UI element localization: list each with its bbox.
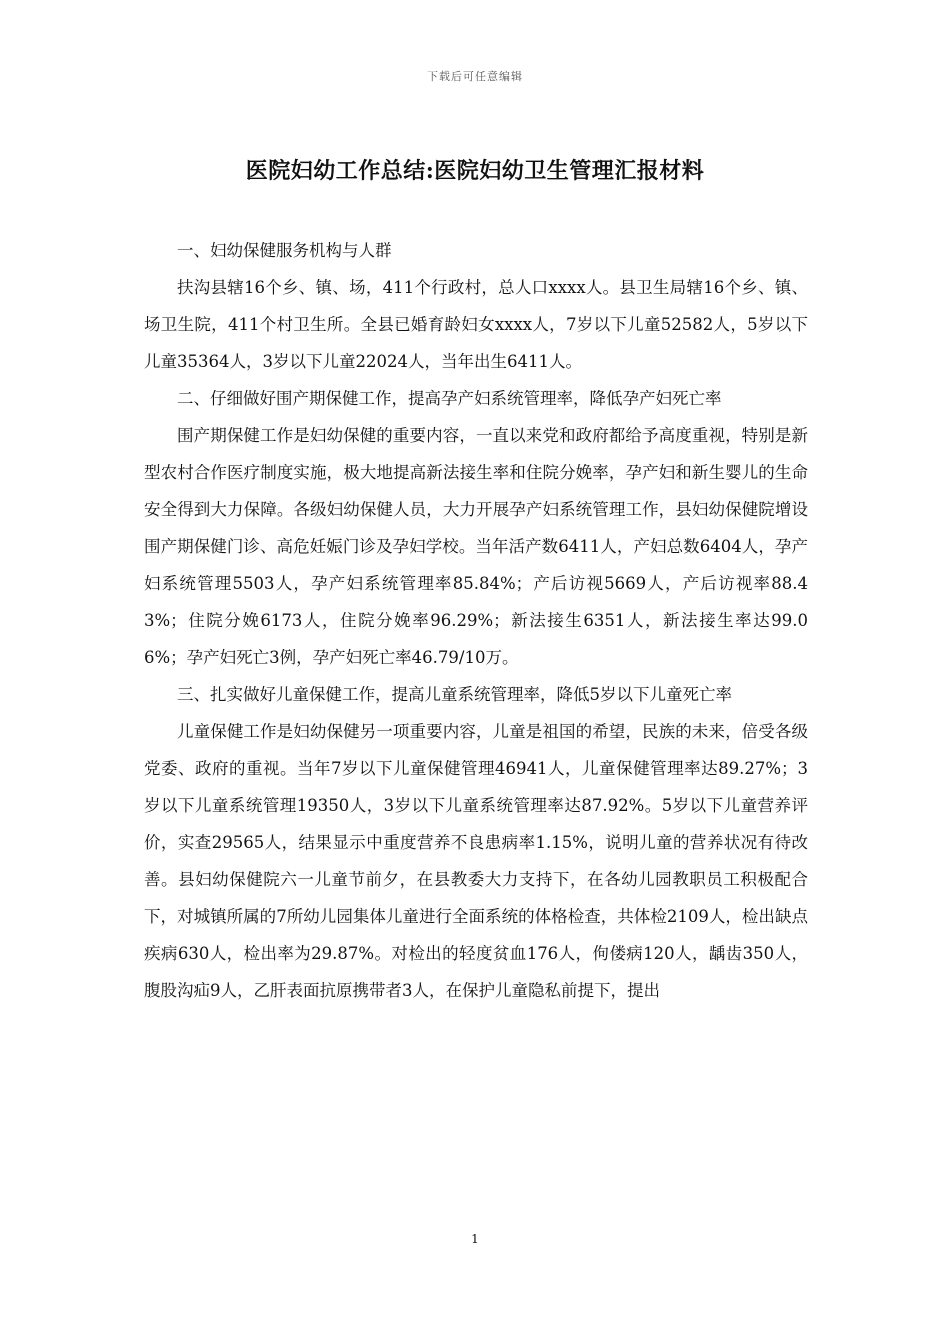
document-body: [144, 232, 808, 1009]
section-heading-3: 三、扎实做好儿童保健工作，提高儿童系统管理率，降低5岁以下儿童死亡率: [177, 685, 732, 704]
paragraph-1: 扶沟县辖16个乡、镇、场，411个行政村，总人口xxxx人。县卫生局辖16个乡、镇、场卫生院，411个村卫生所。全县已婚育龄妇女xxxx人，7岁以下儿童52582人，5岁以下儿童35364人，3岁以下儿童22024人，当年出生6411人。: [144, 278, 808, 371]
paragraph-3: 儿童保健工作是妇幼保健另一项重要内容，儿童是祖国的希望，民族的未来，倍受各级党委、政府的重视。当年7岁以下儿童保健管理46941人，儿童保健管理率达89.27%；3岁以下儿童系统管理19350人，3岁以下儿童系统管理率达87.92%。5岁以下儿童营养评价，实查29565人，结果显示中重度营养不良患病率1.15%，说明儿童的营养状况有待改善。县妇幼保健院六一儿童节前夕，在县教委大力支持下，在各幼儿园教职员工积极配合下，对城镇所属的7所幼儿园集体儿童进行全面系统的体格检查，共体检2109人，检出缺点疾病630人，检出率为29.87%。对检出的轻度贫血176人，佝偻病120人，龋齿350人，腹股沟疝9人，乙肝表面抗原携带者3人，在保护儿童隐私前提下，提出: [144, 722, 808, 1000]
document-title: 医院妇幼工作总结:医院妇幼卫生管理汇报材料: [245, 158, 705, 184]
section-heading-2: 二、仔细做好围产期保健工作，提高孕产妇系统管理率，降低孕产妇死亡率: [177, 389, 722, 408]
section-heading-1: 一、妇幼保健服务机构与人群: [177, 241, 392, 260]
page-number: 1: [471, 1232, 479, 1246]
paragraph-2: 围产期保健工作是妇幼保健的重要内容，一直以来党和政府都给予高度重视，特别是新型农村合作医疗制度实施，极大地提高新法接生率和住院分娩率，孕产妇和新生婴儿的生命安全得到大力保障。各级妇幼保健人员，大力开展孕产妇系统管理工作，县妇幼保健院增设围产期保健门诊、高危妊娠门诊及孕妇学校。当年活产数6411人，产妇总数6404人，孕产妇系统管理5503人，孕产妇系统管理率85.84%；产后访视5669人，产后访视率88.43%；住院分娩6173人，住院分娩率96.29%；新法接生6351人，新法接生率达99.06%；孕产妇死亡3例，孕产妇死亡率46.79/10万。: [144, 426, 808, 667]
header-note: 下载后可任意编辑: [427, 70, 523, 83]
